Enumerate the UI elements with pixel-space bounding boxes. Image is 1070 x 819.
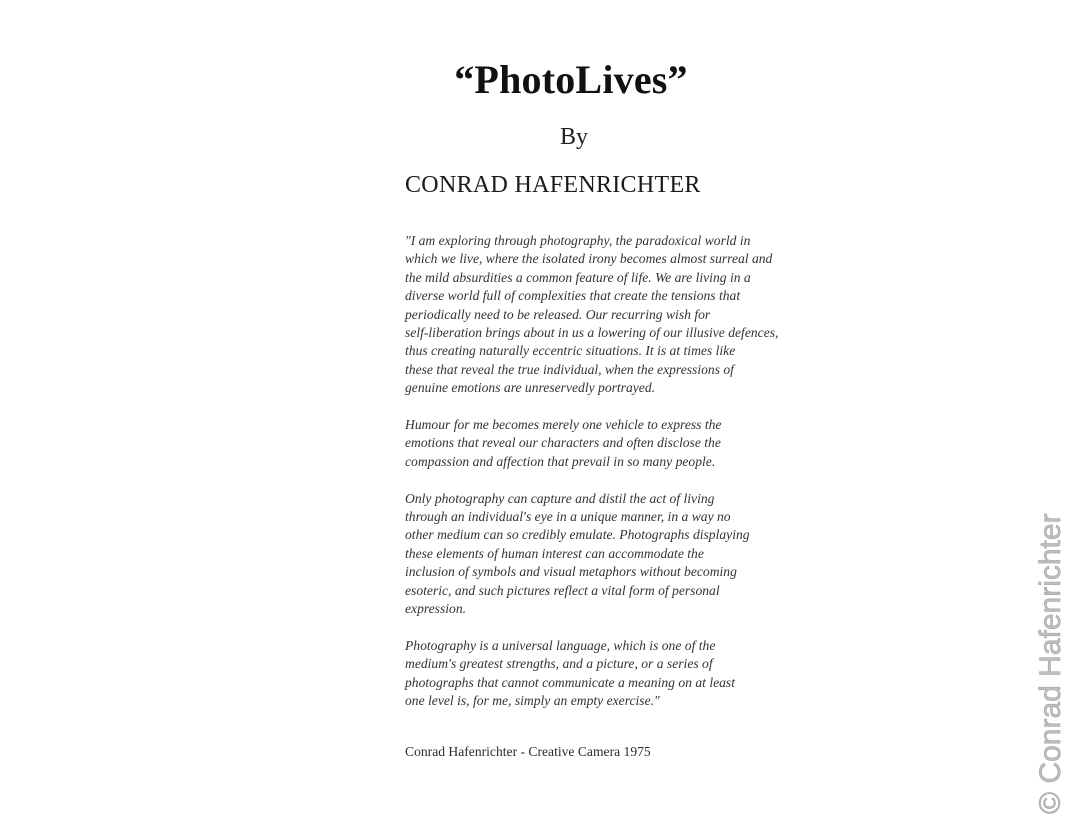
text-line: the mild absurdities a common feature of life. We are living in a [405, 269, 751, 285]
source-credit: Conrad Hafenrichter - Creative Camera 1975 [405, 744, 651, 759]
text-line: Humour for me becomes merely one vehicle to express the [405, 417, 722, 433]
text-line: expression. [405, 601, 467, 617]
text-line: which we live, where the isolated irony becomes almost surreal and [405, 251, 773, 267]
quote-paragraph-3 [405, 490, 765, 619]
text-line: self-liberation brings about in us a lowering of our illusive defences, [405, 325, 779, 341]
watermark-text: © Conrad Hafenrichter [1034, 513, 1067, 814]
copyright-watermark [1034, 480, 1068, 816]
text-line: emotions that reveal our characters and often disclose the [405, 435, 721, 451]
by-line: By [559, 124, 588, 150]
quote-paragraph-1 [405, 232, 779, 398]
text-line: photographs that cannot communicate a meaning on at least [405, 674, 735, 690]
page-title: “PhotoLives” [454, 57, 688, 102]
text-line: genuine emotions are unreservedly portrayed. [405, 380, 656, 396]
quote-paragraph-4 [405, 637, 765, 711]
text-line: esoteric, and such pictures reflect a vital form of personal [405, 582, 720, 598]
quote-body [405, 232, 779, 729]
text-line: other medium can so credibly emulate. Photographs displaying [405, 527, 750, 543]
text-line: periodically need to be released. Our recurring wish for [405, 306, 711, 322]
text-line: thus creating naturally eccentric situations. It is at times like [405, 343, 736, 359]
text-line: diverse world full of complexities that create the tensions that [405, 288, 741, 304]
text-line: medium's greatest strengths, and a picture, or a series of [405, 656, 713, 672]
text-line: Only photography can capture and distil the act of living [405, 490, 715, 506]
text-line: "I am exploring through photography, the paradoxical world in [405, 233, 751, 248]
text-line: one level is, for me, simply an empty exercise." [405, 693, 660, 709]
text-line: inclusion of symbols and visual metaphors without becoming [405, 564, 737, 580]
text-line: these elements of human interest can accommodate the [405, 545, 704, 561]
text-line: through an individual's eye in a unique manner, in a way no [405, 509, 731, 525]
author-name: CONRAD HAFENRICHTER [405, 172, 701, 198]
text-line: these that reveal the true individual, when the expressions of [405, 361, 734, 377]
quote-paragraph-2 [405, 416, 765, 471]
text-line: Photography is a universal language, which is one of the [405, 637, 716, 653]
text-line: compassion and affection that prevail in so many people. [405, 453, 716, 469]
